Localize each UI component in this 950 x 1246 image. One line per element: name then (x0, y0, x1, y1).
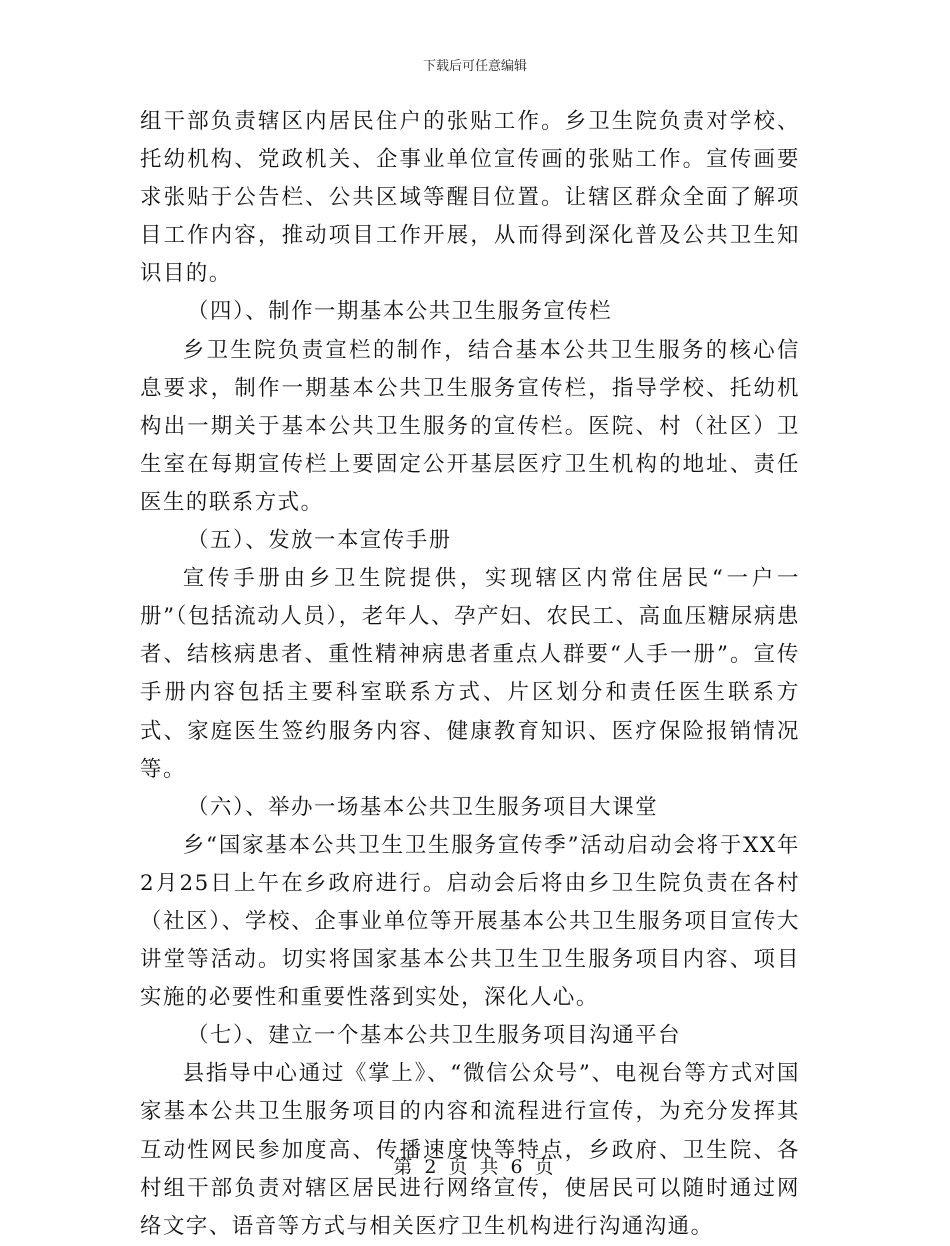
section-heading-7: （七）、建立一个基本公共卫生服务项目沟通平台 (187, 1023, 682, 1049)
paragraph-section-4: 乡卫生院负责宣栏的制作，结合基本公共卫生服务的核心信息要求，制作一期基本公共卫生服务宣传栏，指导学校、托幼机构出一期关于基本公共卫生服务的宣传栏。医院、村（社区）卫生室在每期宣传栏上要固定公开基层医疗卫生机构的地址、责任医生的联系方式。 (140, 337, 800, 515)
page-header-note: 下载后可任意编辑 (422, 59, 527, 74)
paragraph-section-7: 县指导中心通过《掌上》、“微信公众号”、电视台等方式对国家基本公共卫生服务项目的内容和流程进行宣传，为充分发挥其互动性网民参加度高、传播速度快等特点，乡政府、卫生院、各村组干部负责对辖区居民进行网络宣传，使居民可以随时通过网络文字、语音等方式与相关医疗卫生机构进行沟通沟通。 (140, 1061, 800, 1239)
section-heading-5: （五）、发放一本宣传手册 (187, 528, 452, 554)
paragraph-section-6: 乡“国家基本公共卫生卫生服务宣传季”活动启动会将于XX年2月25日上午在乡政府进行。启动会后将由乡卫生院负责在各村（社区）、学校、企事业单位等开展基本公共卫生服务项目宣传大讲堂等活动。切实将国家基本公共卫生卫生服务项目内容、项目实施的必要性和重要性落到实处，深化人心。 (140, 832, 800, 1011)
paragraph-continuation: 组干部负责辖区内居民住户的张贴工作。乡卫生院负责对学校、托幼机构、党政机关、企事业单位宣传画的张贴工作。宣传画要求张贴于公告栏、公共区域等醒目位置。让辖区群众全面了解项目工作内容，推动项目工作开展，从而得到深化普及公共卫生知识目的。 (140, 109, 800, 287)
section-heading-6: （六）、举办一场基本公共卫生服务项目大课堂 (187, 794, 659, 820)
page-number-footer: 第 2 页 共 6 页 (393, 1156, 557, 1178)
document-body (140, 103, 800, 1246)
paragraph-section-5: 宣传手册由乡卫生院提供，实现辖区内常住居民“一户一册”（包括流动人员），老年人、孕产妇、农民工、高血压糖尿病患者、结核病患者、重性精神病患者重点人群要“人手一册”。宣传手册内容包括主要科室联系方式、片区划分和责任医生联系方式、家庭医生签约服务内容、健康教育知识、医疗保险报销情况等。 (140, 566, 800, 782)
section-heading-4: （四）、制作一期基本公共卫生服务宣传栏 (187, 299, 613, 325)
